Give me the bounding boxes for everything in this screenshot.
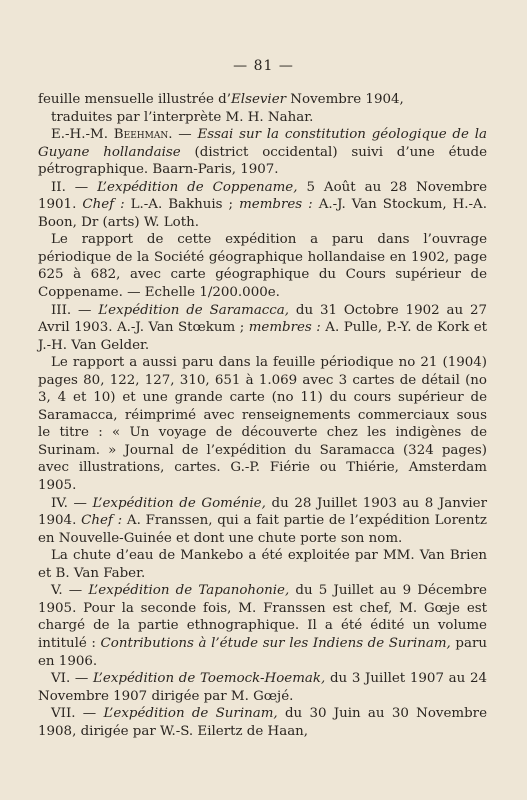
italic-run: Chef : — [81, 513, 123, 529]
paragraph-1 — [38, 91, 487, 126]
paragraph-3 — [38, 179, 487, 232]
text-run: feuille mensuelle illustrée d’ — [38, 92, 232, 107]
italic-run: Elsevier — [231, 92, 287, 107]
paragraph-10 — [38, 670, 487, 705]
italic-run: Contributions à l’étude sur les Indiens de Surinam, — [100, 635, 451, 651]
text-run: VII. — — [51, 706, 104, 722]
text-run: du 31 Octobre 1902 au 27 Avril 1903. A.-J. Van Stœkum ; — [38, 302, 487, 336]
paragraph-9 — [38, 582, 487, 670]
italic-run: L’expédition de Tapanohonie, — [88, 583, 290, 599]
text-run: du 3 Juillet 1907 au 24 Novembre 1907 dirigée par M. Gœjé. — [38, 671, 487, 704]
italic-run: L’expédition de Toemock-Hoemak, — [93, 671, 326, 687]
italic-run: L’expédition de Surinam, — [103, 706, 278, 722]
text-run: IV. — — [51, 495, 93, 511]
text-run: VI. — — [51, 671, 93, 687]
paragraph-6 — [38, 354, 487, 494]
text-run: E.-H.-M. — [51, 127, 114, 143]
text-run: 5 Août au 28 Novembre 1901. — [38, 179, 487, 213]
text-run: A.-J. Van Stockum, H.-A. Boon, Dr (arts) W. Loth. — [38, 197, 487, 230]
text-run: L.-A. Bakhuis ; — [124, 197, 240, 213]
italic-run: L’expédition de Coppename, — [97, 179, 298, 195]
page-number: — 81 — — [233, 58, 294, 74]
text-run: du 28 Juillet 1903 au 8 Janvier 1904. — [38, 495, 488, 529]
paragraph-7 — [38, 495, 487, 548]
italic-run: Essai sur la constitution géologique de la Guyane hollandaise — [38, 127, 487, 160]
text-run: paru en 1906. — [38, 635, 487, 669]
paragraph-11 — [38, 705, 487, 740]
body-text — [38, 91, 487, 740]
paragraph-5 — [38, 302, 487, 355]
text-run: II. — — [51, 179, 98, 195]
text-run: (district occidental) suivi d’une étude pétrographique. Baarn-Paris, 1907. — [38, 144, 487, 178]
text-run: du 30 Juin au 30 Novembre 1908, dirigée par W.-S. Eilertz de Haan, — [38, 706, 488, 739]
italic-run: L’expédition de Goménie, — [92, 495, 266, 511]
text-run: Novembre 1904, — [286, 92, 404, 107]
text-run: La chute d’eau de Mankebo a été exploitée par MM. Van Brien et B. Van Faber. — [38, 548, 487, 581]
italic-run: L’expédition de Saramacca, — [98, 302, 290, 318]
text-run: . — — [168, 127, 198, 143]
italic-run: membres : — [239, 197, 313, 213]
author-name: Beehman — [113, 127, 169, 143]
text-run: III. — — [51, 302, 99, 318]
text-run: V. — — [51, 583, 89, 599]
italic-run: membres : — [248, 320, 321, 336]
paragraph-2 — [38, 126, 487, 179]
text-run: A. Franssen, qui a fait partie de l’expédition Lorentz en Nouvelle-Guinée et dont une chute porte son nom. — [38, 513, 487, 546]
paragraph-8 — [38, 547, 487, 582]
text-run: A. Pulle, P.-Y. de Kork et J.-H. Van Gelder. — [38, 320, 488, 353]
paragraph-4 — [38, 231, 487, 301]
continuation-line: traduites par l’interprète M. H. Nahar. — [51, 109, 314, 125]
text-run: du 5 Juillet au 9 Décembre 1905. Pour la seconde fois, M. Franssen est chef, M. Gœje est chargé de la partie ethnographique. Il a été édité un volume intitulé : — [38, 583, 487, 651]
text-run: Le rapport de cette expédition a paru dans l’ouvrage périodique de la Société géographique hollandaise en 1902, page 625 à 682, avec carte géographique du Cours supérieur de Coppename. — Echelle 1/200.000e. — [38, 232, 487, 301]
text-run: Le rapport a aussi paru dans la feuille périodique no 21 (1904) pages 80, 122, 127, 310, 651 à 1.069 avec 3 cartes de détail (no 3, 4 et 10) et une grande carte (no 11) du cours supérieur de Saramacca, réimprimé avec renseignements commerciaux sous le titre : « Un voyage de découverte chez les indigènes de Surinam. » Journal de l’expédition du Saramacca (324 pages) avec illustrations, cartes. G.-P. Fiérie ou Thiérie, Amsterdam 1905. — [38, 355, 487, 494]
italic-run: Chef : — [82, 197, 125, 213]
